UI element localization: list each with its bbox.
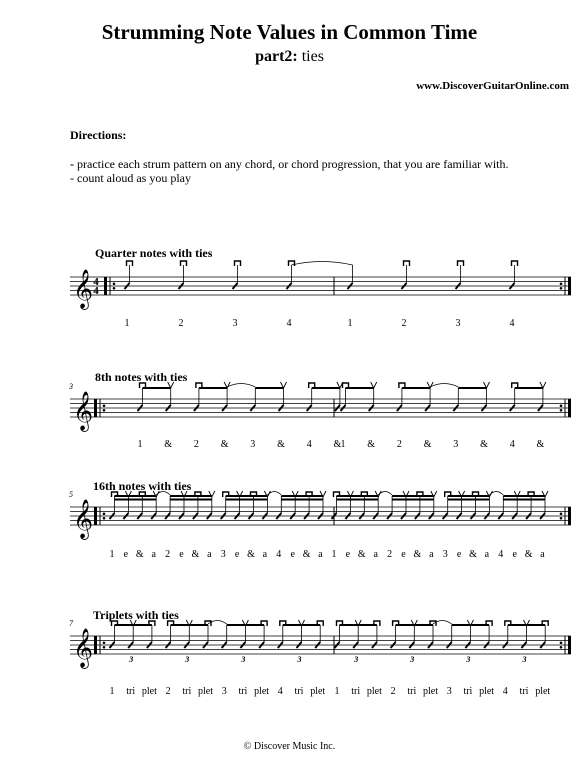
count-label: e: [123, 549, 129, 560]
section-label-sixteenth: 16th notes with ties: [93, 479, 192, 493]
count-label: 4: [286, 318, 292, 329]
count-label: 1: [347, 318, 353, 329]
beam: [312, 387, 340, 389]
tuplet-number: 3: [466, 655, 471, 664]
repeat-dot: [103, 409, 106, 412]
section-label-triplet: Triplets with ties: [93, 608, 179, 622]
beam: [448, 499, 490, 501]
repeat-dot: [560, 409, 563, 412]
count-label: 2: [401, 318, 407, 329]
repeat-dot: [103, 512, 106, 515]
repeat-dot: [103, 641, 106, 644]
count-label: a: [262, 549, 268, 560]
beam: [458, 387, 486, 389]
count-label: tri: [519, 686, 529, 697]
count-label: &: [135, 549, 144, 560]
treble-clef-icon: 𝄞: [73, 269, 94, 309]
tuplet-number: 3: [297, 655, 302, 664]
treble-clef-icon: 𝄞: [73, 628, 94, 668]
count-label: 4: [502, 686, 508, 697]
tie-arc: [227, 384, 255, 388]
beam: [170, 499, 212, 501]
beam: [281, 495, 323, 497]
count-label: a: [429, 549, 434, 560]
count-label: 1: [137, 439, 143, 450]
count-label: &: [524, 549, 533, 560]
count-label: &: [423, 439, 432, 450]
count-label: 1: [340, 439, 346, 450]
count-label: 4: [498, 549, 504, 560]
beam: [448, 495, 490, 497]
repeat-dot: [113, 282, 116, 285]
measure-number: 3: [69, 382, 73, 391]
count-label: &: [220, 439, 229, 450]
repeat-dot: [113, 287, 116, 290]
count-label: plet: [366, 686, 382, 697]
count-label: tri: [294, 686, 304, 697]
beam: [199, 387, 227, 389]
count-label: a: [151, 549, 156, 560]
direction-text: - count aloud as you play: [70, 171, 191, 185]
repeat-end-thick-bar: [568, 636, 571, 654]
count-label: plet: [535, 686, 551, 697]
treble-clef-icon: 𝄞: [73, 391, 94, 431]
repeat-end-thick-bar: [568, 277, 571, 295]
count-label: tri: [351, 686, 361, 697]
repeat-end-thick-bar: [568, 399, 571, 417]
count-label: &: [302, 549, 311, 560]
beam: [402, 387, 430, 389]
count-label: &: [480, 439, 488, 450]
count-label: &: [367, 439, 376, 450]
beam: [346, 387, 374, 389]
section-label-eighth: 8th notes with ties: [95, 370, 188, 384]
count-label: 3: [446, 686, 452, 697]
count-label: 2: [193, 439, 199, 450]
beam: [143, 387, 171, 389]
repeat-dot: [560, 404, 563, 407]
count-label: plet: [423, 686, 438, 697]
count-label: plet: [310, 686, 326, 697]
beam: [226, 499, 268, 501]
count-label: &: [536, 439, 545, 450]
count-label: 1: [331, 549, 337, 560]
count-label: a: [318, 549, 323, 560]
repeat-dot: [560, 641, 563, 644]
count-label: &: [357, 549, 366, 560]
time-signature-top: 4: [93, 276, 99, 288]
beam: [337, 495, 379, 497]
count-label: &: [247, 549, 255, 560]
beam: [515, 387, 543, 389]
tie-arc: [430, 384, 458, 388]
tie-arc: [292, 262, 353, 266]
repeat-end-thick-bar: [568, 507, 571, 525]
count-label: 4: [509, 439, 515, 450]
tuplet-number: 3: [522, 655, 527, 664]
count-label: 4: [277, 686, 283, 697]
count-label: e: [234, 549, 240, 560]
count-label: a: [484, 549, 490, 560]
measure-number: 5: [69, 490, 73, 499]
count-label: 3: [220, 549, 226, 560]
count-label: 3: [453, 439, 459, 450]
direction-text: practice each strum pattern on any chord, or chord progression, that you are familiar with.: [74, 157, 509, 171]
beam: [170, 495, 212, 497]
time-signature-bottom: 4: [93, 285, 99, 297]
count-label: 4: [509, 318, 515, 329]
repeat-dot: [560, 646, 563, 649]
repeat-start-thick-bar: [94, 636, 97, 654]
count-label: e: [345, 549, 351, 560]
count-label: tri: [182, 686, 192, 697]
count-label: 2: [390, 686, 396, 697]
count-label: 1: [109, 686, 115, 697]
repeat-start-thick-bar: [94, 399, 97, 417]
beam: [281, 499, 323, 501]
count-label: 3: [232, 318, 238, 329]
beam: [392, 495, 434, 497]
count-label: a: [207, 549, 212, 560]
beam: [115, 495, 157, 497]
count-label: 2: [396, 439, 402, 450]
beam: [503, 499, 545, 501]
count-label: &: [277, 439, 285, 450]
direction-bullet: -: [70, 157, 74, 171]
beam: [226, 495, 268, 497]
count-label: 1: [334, 686, 340, 697]
count-label: e: [290, 549, 295, 560]
treble-clef-icon: 𝄞: [73, 499, 94, 539]
repeat-dot: [103, 517, 106, 520]
count-label: plet: [198, 686, 213, 697]
repeat-start-thick-bar: [94, 507, 97, 525]
count-label: &: [164, 439, 173, 450]
count-label: plet: [141, 686, 157, 697]
beam: [337, 499, 379, 501]
count-label: 1: [109, 549, 115, 560]
count-label: 2: [178, 318, 184, 329]
repeat-dot: [560, 512, 563, 515]
tuplet-number: 3: [354, 655, 359, 664]
count-label: a: [540, 549, 545, 560]
count-label: 3: [442, 549, 448, 560]
website-url: www.DiscoverGuitarOnline.com: [416, 80, 569, 92]
repeat-dot: [103, 646, 106, 649]
beam: [503, 495, 545, 497]
page-title: Strumming Note Values in Common Time: [101, 20, 478, 44]
count-label: &: [469, 549, 477, 560]
count-label: tri: [407, 686, 417, 697]
count-label: 2: [165, 549, 171, 560]
repeat-start-thick-bar: [104, 277, 107, 295]
repeat-dot: [560, 517, 563, 520]
count-label: plet: [254, 686, 270, 697]
subtitle-part: part2:: [255, 48, 298, 65]
count-label: tri: [126, 686, 136, 697]
count-label: &: [413, 549, 422, 560]
count-label: e: [456, 549, 462, 560]
count-label: tri: [238, 686, 248, 697]
repeat-dot: [560, 287, 563, 290]
count-label: &: [191, 549, 200, 560]
tuplet-number: 3: [129, 655, 134, 664]
count-label: 3: [221, 686, 227, 697]
section-label-quarter: Quarter notes with ties: [95, 246, 213, 260]
count-label: &: [333, 439, 342, 450]
count-label: 1: [124, 318, 130, 329]
measure-number: 7: [69, 619, 73, 628]
repeat-dot: [560, 282, 563, 285]
tuplet-number: 3: [410, 655, 415, 664]
count-label: a: [373, 549, 378, 560]
tuplet-number: 3: [185, 655, 190, 664]
count-label: e: [512, 549, 517, 560]
repeat-dot: [103, 404, 106, 407]
directions-heading: Directions:: [70, 128, 127, 142]
count-label: e: [179, 549, 184, 560]
count-label: e: [401, 549, 406, 560]
count-label: 4: [306, 439, 312, 450]
count-label: 2: [165, 686, 171, 697]
copyright-footer: © Discover Music Inc.: [243, 741, 336, 752]
count-label: 3: [455, 318, 461, 329]
subtitle-topic: ties: [297, 48, 324, 65]
count-label: 4: [276, 549, 282, 560]
beam: [115, 499, 157, 501]
tuplet-number: 3: [241, 655, 246, 664]
count-label: 3: [250, 439, 256, 450]
count-label: 2: [387, 549, 393, 560]
beam: [392, 499, 434, 501]
beam: [255, 387, 283, 389]
count-label: plet: [479, 686, 495, 697]
count-label: tri: [463, 686, 473, 697]
